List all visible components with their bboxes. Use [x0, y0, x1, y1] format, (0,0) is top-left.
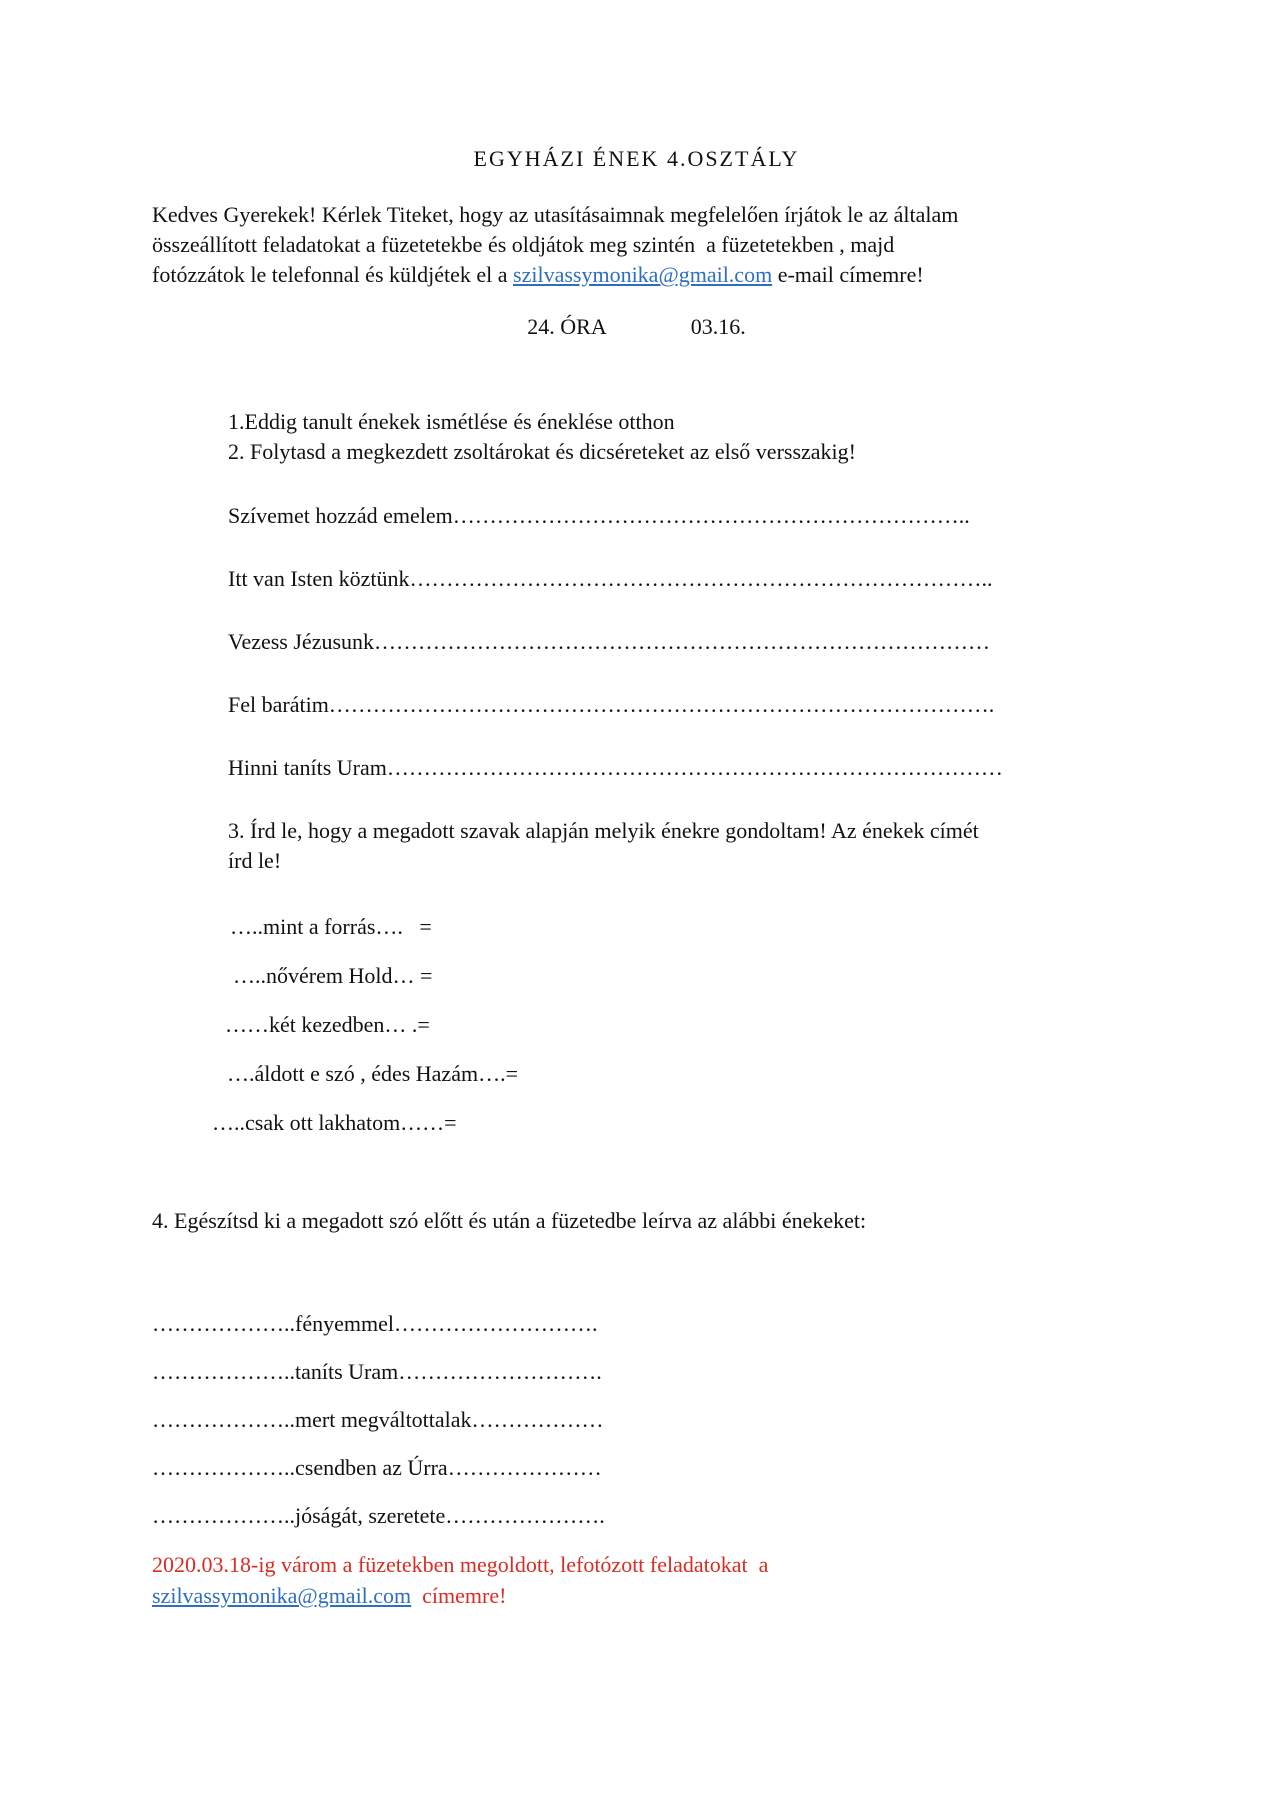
song-answer-line: Itt van Isten köztünk…………………………………………………………………….. [228, 566, 993, 591]
song-clue-line: ……két kezedben… .= [225, 1012, 430, 1037]
fill-in-line: ………………..jóságát, szeretete…………………. [152, 1503, 605, 1528]
task3-paragraph [228, 816, 1273, 876]
song-answer-line: Vezess Jézusunk………………………………………………………………………… [228, 629, 991, 654]
task2-text: 2. Folytasd a megkezdett zsoltárokat és dicséreteket az első versszakig! [228, 439, 856, 464]
fill-in-line: ………………..csendben az Úrra………………… [152, 1455, 602, 1480]
intro-line-3 [152, 260, 1273, 290]
email-link[interactable]: szilvassymonika@gmail.com [513, 262, 773, 287]
document-title: EGYHÁZI ÉNEK 4.OSZTÁLY [473, 146, 800, 171]
intro-line-2: összeállított feladatokat a füzetetekbe és oldjátok meg szintén a füzetetekben , majd [152, 232, 895, 257]
deadline-line-2 [152, 1580, 1273, 1611]
song-clue-line: …..csak ott lakhatom……= [212, 1110, 457, 1135]
song-answer-line: Fel barátim………………………………………………………………………………. [228, 692, 995, 717]
lesson-header [0, 312, 1273, 342]
deadline-suffix: címemre! [411, 1583, 507, 1608]
song-clue-line: …..nővérem Hold… = [233, 963, 433, 988]
intro-line-3-suffix: e-mail címemre! [772, 262, 924, 287]
song-answer-line: Szívemet hozzád emelem…………………………………………………………….. [228, 503, 970, 528]
intro-paragraph [152, 200, 1273, 290]
fill-in-line: ………………..mert megváltottalak……………… [152, 1407, 604, 1432]
lesson-number: 24. ÓRA [527, 314, 607, 339]
task3-text-line-1: 3. Írd le, hogy a megadott szavak alapján melyik énekre gondoltam! Az énekek címét [228, 818, 979, 843]
task3-text-line-2: írd le! [228, 848, 282, 873]
deadline-line-1: 2020.03.18-ig várom a füzetekben megoldott, lefotózott feladatokat a [152, 1552, 769, 1577]
task-list [228, 407, 1273, 467]
song-answer-line: Hinni taníts Uram………………………………………………………………………… [228, 755, 1003, 780]
fill-in-line: ………………..taníts Uram………………………. [152, 1359, 602, 1384]
deadline-notice [152, 1549, 1273, 1611]
task4-text: 4. Egészítsd ki a megadott szó előtt és után a füzetedbe leírva az alábbi énekeket: [152, 1208, 867, 1233]
fill-in-line: ………………..fényemmel………………………. [152, 1311, 598, 1336]
lesson-date: 03.16. [690, 314, 746, 339]
footer-email-link[interactable]: szilvassymonika@gmail.com [152, 1583, 412, 1608]
song-clue-line: …..mint a forrás…. = [230, 914, 432, 939]
intro-line-3-prefix: fotózzátok le telefonnal és küldjétek el a [152, 262, 514, 287]
song-clue-line: ….áldott e szó , édes Hazám….= [227, 1061, 518, 1086]
task1-text: 1.Eddig tanult énekek ismétlése és éneklése otthon [228, 409, 675, 434]
intro-line-1: Kedves Gyerekek! Kérlek Titeket, hogy az utasításaimnak megfelelően írjátok le az általam [152, 202, 959, 227]
